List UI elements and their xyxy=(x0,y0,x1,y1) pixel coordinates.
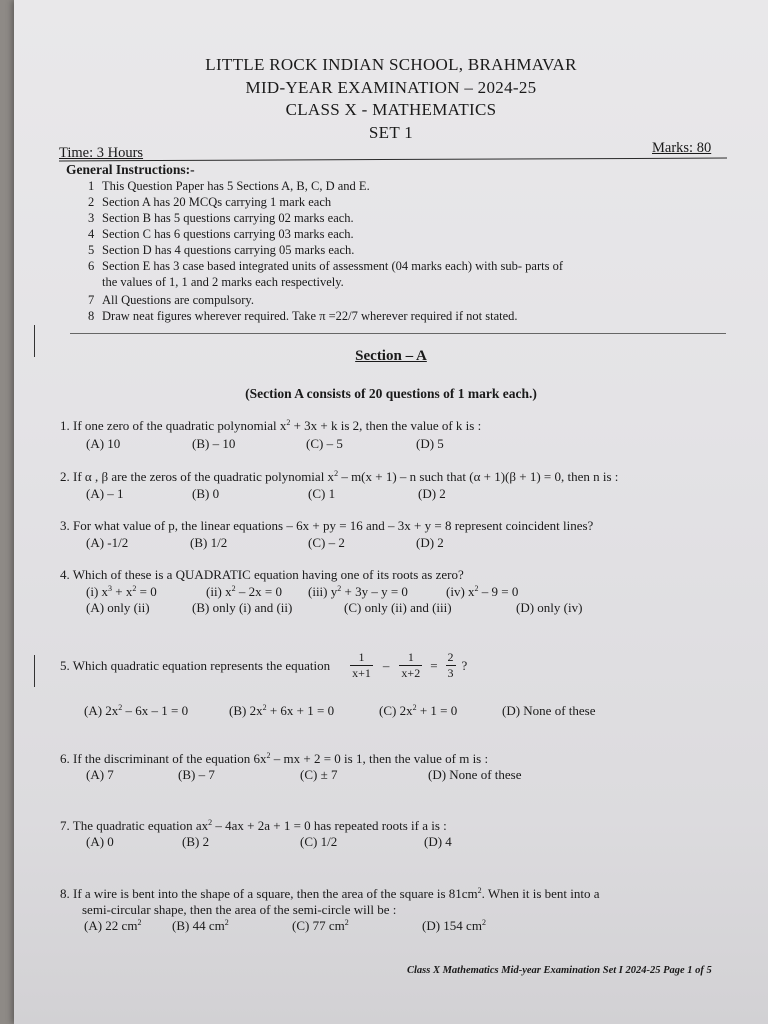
option-c: (C) $2x^2 + 1 = 0$ xyxy=(379,703,458,718)
school-name: LITTLE ROCK INDIAN SCHOOL, BRAHMAVAR xyxy=(205,55,577,74)
question-3: 3. For what value of p, the linear equations – 6x + py = 16 and – 3x + y = 8 represent coincident lines? xyxy=(60,518,594,533)
option-c: (C) ± 7 xyxy=(300,767,338,782)
option-d: (D) None of these xyxy=(502,703,596,718)
time-label: Time: 3 Hours xyxy=(59,145,144,161)
margin-mark xyxy=(34,325,35,357)
marks-label: Marks: 80 xyxy=(652,140,712,156)
option-d: (D) 5 xyxy=(416,436,444,451)
margin-mark xyxy=(34,655,35,687)
instruction-item: 1 This Question Paper has 5 Sections A, B, C, D and E. xyxy=(88,179,370,193)
question-5: 5. Which quadratic equation represents the equation $\frac{1}{x+1}$ – $\frac{1}{x+2}$ = $\frac{2}{3}$ ? xyxy=(60,650,468,680)
option-b: (B) – 7 xyxy=(178,767,215,782)
option-c: (C) 1 xyxy=(308,486,336,501)
sub-item-iii: (iii) $y^2 + 3y - y = 0$ xyxy=(308,584,408,599)
instructions-list xyxy=(88,179,563,325)
option-d: (D) only (iv) xyxy=(516,600,583,615)
sub-item-iv: (iv) $x^2 - 9 = 0$ xyxy=(446,584,519,599)
class-subject: CLASS X - MATHEMATICS xyxy=(285,100,497,119)
question-8-line-2: semi-circular shape, then the area of the semi-circle will be : xyxy=(82,902,397,917)
question-8: 8. If a wire is bent into the shape of a square, then the area of the square is $81cm^2$. When it is bent into a xyxy=(60,886,600,901)
option-b: (B) 0 xyxy=(192,486,220,501)
section-subtitle: (Section A consists of 20 questions of 1 mark each.) xyxy=(245,386,537,401)
option-b: (B) 44 $cm^2$ xyxy=(172,918,229,933)
question-6: 6. If the discriminant of the equation $6x^2$ – mx + 2 = 0 is 1, then the value of m is : xyxy=(60,751,489,766)
option-b: (B) 1/2 xyxy=(190,535,228,550)
option-c: (C) – 2 xyxy=(308,535,345,550)
instructions-rule xyxy=(70,333,726,334)
option-a: (A) -1/2 xyxy=(86,535,129,550)
option-d: (D) None of these xyxy=(428,767,522,782)
set-number: SET 1 xyxy=(368,123,414,142)
instruction-item: 7 All Questions are compulsory. xyxy=(88,293,254,307)
option-a: (A) only (ii) xyxy=(86,600,150,615)
option-c: (C) – 5 xyxy=(306,436,343,451)
instruction-item: 6 Section E has 3 case based integrated units of assessment (04 marks each) with sub- parts of xyxy=(88,259,563,273)
sub-item-ii: (ii) $x^2 - 2x = 0$ xyxy=(206,584,282,599)
option-a: (A) – 1 xyxy=(86,486,124,501)
option-d: (D) 2 xyxy=(416,535,444,550)
question-1: 1. If one zero of the quadratic polynomial $x^2 + 3x + k$ is 2, then the value of k is : xyxy=(60,418,482,433)
instruction-item: the values of 1, 1 and 2 marks each respectively. xyxy=(102,275,344,289)
instruction-item: 5 Section D has 4 questions carrying 05 marks each. xyxy=(88,243,355,257)
option-c: (C) 77 $cm^2$ xyxy=(292,918,349,933)
option-c: (C) only (ii) and (iii) xyxy=(344,600,452,615)
header-rule xyxy=(59,158,727,162)
instruction-item: 8 Draw neat figures wherever required. Take π =22/7 wherever required if not stated. xyxy=(88,309,518,323)
option-a: (A) 22 $cm^2$ xyxy=(84,918,142,933)
option-b: (B) $2x^2 + 6x + 1 = 0$ xyxy=(229,703,335,718)
question-2: 2. If α , β are the zeros of the quadratic polynomial $x^2 - m(x + 1) - n$ such that (α + 1)(β + 1) = 0, then n is : xyxy=(60,469,619,484)
fraction-3: $\frac{2}{3}$ xyxy=(447,650,454,680)
option-d: (D) 2 xyxy=(418,486,446,501)
instructions-title: General Instructions:- xyxy=(66,162,195,177)
page-footer: Class X Mathematics Mid-year Examination Set I 2024-25 Page 1 of 5 xyxy=(407,965,712,976)
option-a: (A) 7 xyxy=(86,767,114,782)
instruction-item: 4 Section C has 6 questions carrying 03 marks each. xyxy=(88,227,354,241)
option-b: (B) 2 xyxy=(182,834,210,849)
option-a: (A) $2x^2 - 6x - 1 = 0$ xyxy=(84,703,189,718)
option-d: (D) 154 $cm^2$ xyxy=(422,918,486,933)
instruction-item: 2 Section A has 20 MCQs carrying 1 mark each xyxy=(88,195,332,209)
question-7: 7. The quadratic equation $ax^2 - 4ax + 2a + 1 = 0$ has repeated roots if a is : xyxy=(60,818,447,833)
option-a: (A) 0 xyxy=(86,834,114,849)
exam-paper-page xyxy=(14,0,768,1024)
option-c: (C) 1/2 xyxy=(300,834,338,849)
fraction-2: $\frac{1}{x+2}$ xyxy=(401,650,421,680)
fraction-1: $\frac{1}{x+1}$ xyxy=(352,650,371,680)
option-b: (B) – 10 xyxy=(192,436,236,451)
section-title: Section – A xyxy=(355,348,427,364)
question-4: 4. Which of these is a QUADRATIC equation having one of its roots as zero? xyxy=(60,567,464,582)
exam-title: MID-YEAR EXAMINATION – 2024-25 xyxy=(245,78,537,97)
instruction-item: 3 Section B has 5 questions carrying 02 marks each. xyxy=(88,211,354,225)
sub-item-i: (i) $x^3 + x^2 = 0$ xyxy=(86,584,157,599)
option-b: (B) only (i) and (ii) xyxy=(192,600,293,615)
option-a: (A) 10 xyxy=(86,436,121,451)
option-d: (D) 4 xyxy=(424,834,452,849)
